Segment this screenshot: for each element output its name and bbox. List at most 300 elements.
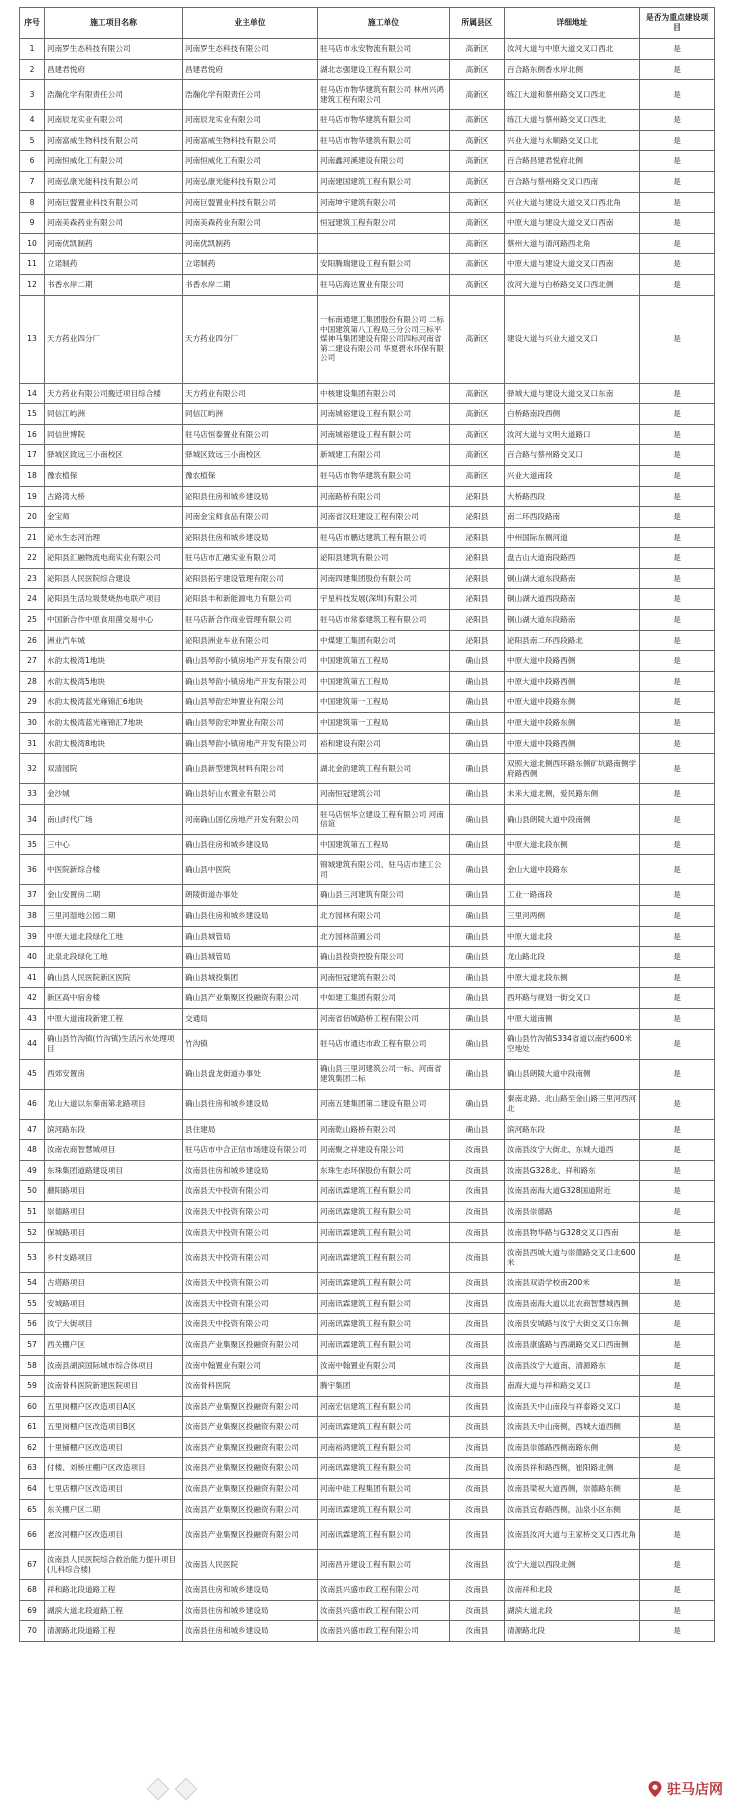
- cell-address: 汝南县西城大道与崇德路交叉口北600米: [505, 1243, 640, 1273]
- cell-contractor: 确山县投资控股有限公司: [318, 947, 450, 968]
- cell-project-name: 古路湾大桥: [45, 486, 183, 507]
- cell-index: 8: [20, 192, 45, 213]
- cell-contractor: [318, 233, 450, 254]
- table-row: [20, 988, 715, 1009]
- cell-owner: 汝南县产业集聚区投融资有限公司: [183, 1396, 318, 1417]
- cell-contractor: 驻马店市通达市政工程有限公司: [318, 1029, 450, 1059]
- cell-key-project: 是: [640, 1355, 715, 1376]
- cell-district: 汝南县: [450, 1160, 505, 1181]
- cell-key-project: 是: [640, 274, 715, 295]
- cell-key-project: 是: [640, 947, 715, 968]
- table-row: [20, 1059, 715, 1089]
- cell-contractor: 河南讯霖建筑工程有限公司: [318, 1243, 450, 1273]
- cell-owner: 确山县盘龙街道办事处: [183, 1059, 318, 1089]
- cell-address: 汝南县崇德路西侧南路东侧: [505, 1437, 640, 1458]
- cell-district: 高新区: [450, 295, 505, 383]
- cell-district: 汝南县: [450, 1520, 505, 1550]
- cell-address: 中原大道中段路西侧: [505, 733, 640, 754]
- cell-index: 1: [20, 39, 45, 60]
- cell-project-name: 河南巨盟置业科技有限公司: [45, 192, 183, 213]
- cell-contractor: 河南坤宇建筑有限公司: [318, 192, 450, 213]
- cell-key-project: 是: [640, 1376, 715, 1397]
- cell-owner: 豫农植保: [183, 465, 318, 486]
- cell-contractor: 河南讯霖建筑工程有限公司: [318, 1417, 450, 1438]
- cell-owner: 汝南骨科医院: [183, 1376, 318, 1397]
- cell-key-project: 是: [640, 1499, 715, 1520]
- cell-index: 26: [20, 630, 45, 651]
- cell-district: 确山县: [450, 1008, 505, 1029]
- cell-project-name: 祥和路北段道路工程: [45, 1580, 183, 1601]
- cell-address: 汝宁大道以西段北侧: [505, 1550, 640, 1580]
- cell-address: 双照大道北侧西环路东侧矿坑路南侧学府路西侧: [505, 754, 640, 784]
- cell-key-project: 是: [640, 80, 715, 110]
- cell-owner: 泌阳县丰和新能源电力有限公司: [183, 589, 318, 610]
- table-row: [20, 1008, 715, 1029]
- cell-district: 高新区: [450, 130, 505, 151]
- cell-project-name: 双清园院: [45, 754, 183, 784]
- cell-key-project: 是: [640, 1458, 715, 1479]
- cell-owner: 汝南中翰置业有限公司: [183, 1355, 318, 1376]
- cell-district: 汝南县: [450, 1479, 505, 1500]
- cell-address: 汝南县天中山南侧，西城大道西侧: [505, 1417, 640, 1438]
- cell-address: 盘古山大道南段路西: [505, 548, 640, 569]
- cell-key-project: 是: [640, 445, 715, 466]
- cell-index: 61: [20, 1417, 45, 1438]
- cell-project-name: 中医院新综合楼: [45, 855, 183, 885]
- cell-contractor: 驻马店市常泰建筑工程有限公司: [318, 610, 450, 631]
- cell-project-name: 古塔路项目: [45, 1273, 183, 1294]
- cell-contractor: 中国建筑第一工程局: [318, 692, 450, 713]
- project-list-sheet: [19, 7, 714, 1642]
- cell-district: 高新区: [450, 110, 505, 131]
- cell-index: 28: [20, 671, 45, 692]
- cell-owner: 河南弘康光能科技有限公司: [183, 171, 318, 192]
- cell-district: 汝南县: [450, 1293, 505, 1314]
- cell-address: 汝南县宜春路西侧，汕泉小区东侧: [505, 1499, 640, 1520]
- cell-index: 55: [20, 1293, 45, 1314]
- table-row: [20, 295, 715, 383]
- cell-project-name: 昌建君悦府: [45, 59, 183, 80]
- cell-owner: 同信江屿洲: [183, 404, 318, 425]
- cell-owner: 泌阳县拓宇建设管理有限公司: [183, 568, 318, 589]
- cell-contractor: 河南讯霖建筑工程有限公司: [318, 1293, 450, 1314]
- cell-index: 40: [20, 947, 45, 968]
- cell-index: 25: [20, 610, 45, 631]
- cell-address: 百合路与蔡州路交叉口西南: [505, 171, 640, 192]
- cell-district: 确山县: [450, 1119, 505, 1140]
- cell-district: 汝南县: [450, 1201, 505, 1222]
- footer-ornament: [175, 1778, 198, 1801]
- cell-project-name: 驿城区致远三小南校区: [45, 445, 183, 466]
- table-row: [20, 80, 715, 110]
- cell-address: 泌阳县南二环西段路北: [505, 630, 640, 651]
- cell-project-name: 水韵太极湾5地块: [45, 671, 183, 692]
- cell-contractor: 宇星科技发展(深圳)有限公司: [318, 589, 450, 610]
- cell-owner: 汝南县住房和城乡建设局: [183, 1160, 318, 1181]
- table-row: [20, 465, 715, 486]
- table-row: [20, 947, 715, 968]
- table-row: [20, 1580, 715, 1601]
- cell-index: 12: [20, 274, 45, 295]
- table-row: [20, 1458, 715, 1479]
- cell-owner: 驻马店市中合正信市场建设有限公司: [183, 1140, 318, 1161]
- cell-key-project: 是: [640, 59, 715, 80]
- cell-owner: 浩瀚化学有限责任公司: [183, 80, 318, 110]
- cell-project-name: 崇德路项目: [45, 1201, 183, 1222]
- cell-district: 汝南县: [450, 1273, 505, 1294]
- table-row: [20, 171, 715, 192]
- cell-contractor: 汝南中翰置业有限公司: [318, 1355, 450, 1376]
- table-row: [20, 1314, 715, 1335]
- cell-index: 22: [20, 548, 45, 569]
- cell-key-project: 是: [640, 713, 715, 734]
- cell-index: 31: [20, 733, 45, 754]
- table-row: [20, 1160, 715, 1181]
- cell-owner: 河南优凯制药: [183, 233, 318, 254]
- cell-address: 汝河大道与文明大道路口: [505, 424, 640, 445]
- cell-contractor: 驻马店市物华建筑有限公司 林州兴鸿建筑工程有限公司: [318, 80, 450, 110]
- cell-contractor: 河南城裕建设工程有限公司: [318, 424, 450, 445]
- cell-index: 33: [20, 784, 45, 805]
- cell-owner: 汝南县天中投资有限公司: [183, 1222, 318, 1243]
- table-row: [20, 507, 715, 528]
- table-row: [20, 1222, 715, 1243]
- cell-owner: 河南确山国亿房地产开发有限公司: [183, 804, 318, 834]
- cell-key-project: 是: [640, 589, 715, 610]
- cell-project-name: 汝南农商智慧城项目: [45, 1140, 183, 1161]
- cell-address: 汝南县祥和路西侧，崔阳路北侧: [505, 1458, 640, 1479]
- cell-address: 汝南县南海大道以北农商智慧城西侧: [505, 1293, 640, 1314]
- cell-contractor: 湖北金韵建筑工程有限公司: [318, 754, 450, 784]
- cell-index: 15: [20, 404, 45, 425]
- cell-owner: 汝南县产业集聚区投融资有限公司: [183, 1334, 318, 1355]
- cell-district: 汝南县: [450, 1580, 505, 1601]
- cell-project-name: 河南富威生物科技有限公司: [45, 130, 183, 151]
- cell-address: 汝南县汝宁大街北、东城大道西: [505, 1140, 640, 1161]
- cell-project-name: 汝宁大街项目: [45, 1314, 183, 1335]
- cell-index: 43: [20, 1008, 45, 1029]
- cell-key-project: 是: [640, 1089, 715, 1119]
- cell-owner: 汝南县住房和城乡建设局: [183, 1600, 318, 1621]
- cell-index: 46: [20, 1089, 45, 1119]
- table-row: [20, 1621, 715, 1642]
- cell-project-name: 河南罗生态科技有限公司: [45, 39, 183, 60]
- cell-key-project: 是: [640, 988, 715, 1009]
- cell-project-name: 汝南骨科医院新建医院项目: [45, 1376, 183, 1397]
- cell-key-project: 是: [640, 610, 715, 631]
- cell-owner: 汝南县天中投资有限公司: [183, 1314, 318, 1335]
- cell-index: 68: [20, 1580, 45, 1601]
- cell-key-project: 是: [640, 39, 715, 60]
- cell-address: 汝南县天中山南段与祥泰路交叉口: [505, 1396, 640, 1417]
- cell-owner: 汝南县天中投资有限公司: [183, 1293, 318, 1314]
- cell-owner: 确山县住房和城乡建设局: [183, 834, 318, 855]
- cell-key-project: 是: [640, 651, 715, 672]
- cell-contractor: 北方园林苗圃公司: [318, 926, 450, 947]
- cell-owner: 书香水岸二期: [183, 274, 318, 295]
- cell-project-name: 老汝河棚户区改造项目: [45, 1520, 183, 1550]
- cell-key-project: 是: [640, 1008, 715, 1029]
- cell-address: 汝南县崇德路: [505, 1201, 640, 1222]
- cell-key-project: 是: [640, 404, 715, 425]
- cell-index: 27: [20, 651, 45, 672]
- cell-key-project: 是: [640, 834, 715, 855]
- cell-project-name: 金沙城: [45, 784, 183, 805]
- cell-contractor: 驻马店海达置业有限公司: [318, 274, 450, 295]
- cell-index: 6: [20, 151, 45, 172]
- cell-district: 汝南县: [450, 1243, 505, 1273]
- cell-contractor: 河南省汉旺建设工程有限公司: [318, 507, 450, 528]
- cell-project-name: 书香水岸二期: [45, 274, 183, 295]
- cell-index: 7: [20, 171, 45, 192]
- cell-district: 汝南县: [450, 1417, 505, 1438]
- cell-contractor: 河南路桥有限公司: [318, 486, 450, 507]
- cell-district: 泌阳县: [450, 568, 505, 589]
- cell-key-project: 是: [640, 213, 715, 234]
- cell-key-project: 是: [640, 906, 715, 927]
- table-row: [20, 1417, 715, 1438]
- cell-project-name: 水韵太极湾8地块: [45, 733, 183, 754]
- cell-address: 汝河大道与中原大道交叉口西北: [505, 39, 640, 60]
- cell-owner: 立诺制药: [183, 254, 318, 275]
- table-row: [20, 1550, 715, 1580]
- table-row: [20, 383, 715, 404]
- table-row: [20, 733, 715, 754]
- cell-key-project: 是: [640, 110, 715, 131]
- cell-project-name: 水韵太极湾蓝光雍锦汇7地块: [45, 713, 183, 734]
- cell-address: 秦南北路、北山路至金山路三里河西河北: [505, 1089, 640, 1119]
- cell-key-project: 是: [640, 151, 715, 172]
- cell-contractor: 驻马店市物华建筑有限公司: [318, 130, 450, 151]
- header-owner: 业主单位: [183, 8, 318, 39]
- cell-project-name: 浩瀚化学有限责任公司: [45, 80, 183, 110]
- table-row: [20, 855, 715, 885]
- cell-key-project: 是: [640, 692, 715, 713]
- cell-address: 中州国际东侧河道: [505, 527, 640, 548]
- cell-project-name: 湖滨大道北段道路工程: [45, 1600, 183, 1621]
- cell-key-project: 是: [640, 967, 715, 988]
- cell-key-project: 是: [640, 171, 715, 192]
- table-row: [20, 1479, 715, 1500]
- table-row: [20, 1029, 715, 1059]
- cell-address: 中原大道中段路东侧: [505, 692, 640, 713]
- cell-district: 汝南县: [450, 1600, 505, 1621]
- cell-address: 未来大道北侧，爱民路东侧: [505, 784, 640, 805]
- cell-project-name: 中原大道南段新建工程: [45, 1008, 183, 1029]
- cell-project-name: 同信江屿洲: [45, 404, 183, 425]
- cell-key-project: 是: [640, 568, 715, 589]
- cell-district: 泌阳县: [450, 610, 505, 631]
- cell-district: 泌阳县: [450, 527, 505, 548]
- cell-address: 中原大道中段路东侧: [505, 713, 640, 734]
- cell-owner: 汝南县产业集聚区投融资有限公司: [183, 1437, 318, 1458]
- construction-projects-table: [19, 7, 715, 1642]
- table-row: [20, 445, 715, 466]
- cell-key-project: 是: [640, 295, 715, 383]
- table-row: [20, 548, 715, 569]
- table-row: [20, 610, 715, 631]
- cell-district: 确山县: [450, 692, 505, 713]
- watermark-text: 驻马店网: [667, 1782, 723, 1798]
- cell-district: 高新区: [450, 254, 505, 275]
- cell-district: 泌阳县: [450, 507, 505, 528]
- table-row: [20, 1396, 715, 1417]
- cell-address: 驿城大道与建设大道交叉口东南: [505, 383, 640, 404]
- cell-index: 62: [20, 1437, 45, 1458]
- cell-district: 确山县: [450, 1089, 505, 1119]
- cell-project-name: 泌阳县人民医院综合建设: [45, 568, 183, 589]
- cell-index: 42: [20, 988, 45, 1009]
- cell-index: 58: [20, 1355, 45, 1376]
- table-row: [20, 213, 715, 234]
- cell-project-name: 水韵太极湾1地块: [45, 651, 183, 672]
- header-key-project: 是否为重点建设项目: [640, 8, 715, 39]
- cell-index: 54: [20, 1273, 45, 1294]
- cell-address: 汝南县梁祝大道西侧，崇德路东侧: [505, 1479, 640, 1500]
- table-row: [20, 1181, 715, 1202]
- table-row: [20, 804, 715, 834]
- cell-key-project: 是: [640, 424, 715, 445]
- cell-address: 清源路北段: [505, 1621, 640, 1642]
- cell-index: 34: [20, 804, 45, 834]
- watermark-logo: [647, 1778, 723, 1800]
- cell-project-name: 清源路北段道路工程: [45, 1621, 183, 1642]
- cell-contractor: 中核建设集团有限公司: [318, 383, 450, 404]
- cell-owner: 驿城区致远三小南校区: [183, 445, 318, 466]
- cell-key-project: 是: [640, 1160, 715, 1181]
- cell-owner: 县住建局: [183, 1119, 318, 1140]
- cell-owner: 河南巨盟置业科技有限公司: [183, 192, 318, 213]
- cell-key-project: 是: [640, 233, 715, 254]
- cell-owner: 驻马店市汇融实业有限公司: [183, 548, 318, 569]
- cell-index: 45: [20, 1059, 45, 1089]
- table-row: [20, 568, 715, 589]
- cell-index: 44: [20, 1029, 45, 1059]
- table-body: [20, 39, 715, 1642]
- cell-key-project: 是: [640, 1580, 715, 1601]
- cell-contractor: 河南讯霖建筑工程有限公司: [318, 1181, 450, 1202]
- cell-district: 确山县: [450, 988, 505, 1009]
- table-row: [20, 671, 715, 692]
- cell-district: 确山县: [450, 906, 505, 927]
- cell-contractor: 河南讯霖建筑工程有限公司: [318, 1222, 450, 1243]
- cell-owner: 河南富威生物科技有限公司: [183, 130, 318, 151]
- cell-district: 汝南县: [450, 1140, 505, 1161]
- cell-index: 10: [20, 233, 45, 254]
- cell-project-name: 河南优凯制药: [45, 233, 183, 254]
- cell-key-project: 是: [640, 1621, 715, 1642]
- cell-owner: 河南辰龙实业有限公司: [183, 110, 318, 131]
- table-row: [20, 754, 715, 784]
- cell-contractor: 河南讯霖建筑工程有限公司: [318, 1334, 450, 1355]
- cell-address: 工业一路南段: [505, 885, 640, 906]
- cell-address: 白桥路南段西侧: [505, 404, 640, 425]
- cell-contractor: 汝南县兴盛市政工程有限公司: [318, 1580, 450, 1601]
- cell-contractor: 河南五建集团第二建设有限公司: [318, 1089, 450, 1119]
- cell-contractor: 汝南县兴盛市政工程有限公司: [318, 1621, 450, 1642]
- cell-project-name: 滨河路东段: [45, 1119, 183, 1140]
- cell-owner: 天方药业四分厂: [183, 295, 318, 383]
- cell-owner: 昌建君悦府: [183, 59, 318, 80]
- cell-index: 47: [20, 1119, 45, 1140]
- cell-project-name: 天方药业有限公司搬迁项目综合楼: [45, 383, 183, 404]
- cell-district: 确山县: [450, 754, 505, 784]
- table-row: [20, 589, 715, 610]
- cell-key-project: 是: [640, 1201, 715, 1222]
- table-row: [20, 130, 715, 151]
- cell-key-project: 是: [640, 507, 715, 528]
- cell-address: 确山县朗陵大道中段南侧: [505, 804, 640, 834]
- cell-key-project: 是: [640, 1119, 715, 1140]
- cell-owner: 确山县琴韵宏坤置业有限公司: [183, 692, 318, 713]
- cell-contractor: 驻马店市物华建筑有限公司: [318, 465, 450, 486]
- table-row: [20, 926, 715, 947]
- cell-address: 汝南县安城路与汝宁大街交叉口东侧: [505, 1314, 640, 1335]
- cell-index: 2: [20, 59, 45, 80]
- table-row: [20, 885, 715, 906]
- cell-contractor: 确山县三河建筑有限公司: [318, 885, 450, 906]
- cell-contractor: 汝南县兴盛市政工程有限公司: [318, 1600, 450, 1621]
- cell-contractor: 河南讯霖建筑工程有限公司: [318, 1520, 450, 1550]
- cell-address: 确山县竹沟镇S334省道以南约600米空地处: [505, 1029, 640, 1059]
- cell-key-project: 是: [640, 733, 715, 754]
- cell-address: 百合路昌建君悦府北侧: [505, 151, 640, 172]
- cell-contractor: 河南乾山路桥有限公司: [318, 1119, 450, 1140]
- cell-contractor: 东珠生态环保股份有限公司: [318, 1160, 450, 1181]
- cell-district: 高新区: [450, 233, 505, 254]
- table-row: [20, 1520, 715, 1550]
- table-row: [20, 967, 715, 988]
- table-header-row: [20, 8, 715, 39]
- cell-district: 汝南县: [450, 1437, 505, 1458]
- cell-project-name: 中国新合作中原食用菌交易中心: [45, 610, 183, 631]
- table-row: [20, 1119, 715, 1140]
- cell-district: 汝南县: [450, 1458, 505, 1479]
- cell-address: 中原大道北段: [505, 926, 640, 947]
- header-contractor: 施工单位: [318, 8, 450, 39]
- cell-project-name: 蘑阳路项目: [45, 1181, 183, 1202]
- cell-contractor: 驻马店恒华立建设工程有限公司 河南信谊: [318, 804, 450, 834]
- cell-address: 龙山路北段: [505, 947, 640, 968]
- cell-index: 13: [20, 295, 45, 383]
- cell-district: 确山县: [450, 855, 505, 885]
- cell-index: 51: [20, 1201, 45, 1222]
- cell-key-project: 是: [640, 1334, 715, 1355]
- cell-project-name: 西郊安置房: [45, 1059, 183, 1089]
- cell-index: 56: [20, 1314, 45, 1335]
- table-row: [20, 692, 715, 713]
- cell-contractor: 河南中硅工程集团有限公司: [318, 1479, 450, 1500]
- cell-contractor: 河南城裕建设工程有限公司: [318, 404, 450, 425]
- cell-address: 汝南县物华路与G328交叉口西南: [505, 1222, 640, 1243]
- table-row: [20, 59, 715, 80]
- cell-index: 9: [20, 213, 45, 234]
- cell-district: 高新区: [450, 445, 505, 466]
- cell-contractor: 中国建筑第一工程局: [318, 713, 450, 734]
- cell-contractor: 驻马店市永安物流有限公司: [318, 39, 450, 60]
- table-row: [20, 1273, 715, 1294]
- cell-index: 14: [20, 383, 45, 404]
- cell-project-name: 河南辰龙实业有限公司: [45, 110, 183, 131]
- cell-address: 汝南县汝河大道与王家桥交叉口西北角: [505, 1520, 640, 1550]
- cell-project-name: 东珠集团道路建设项目: [45, 1160, 183, 1181]
- cell-project-name: 安城路项目: [45, 1293, 183, 1314]
- cell-index: 59: [20, 1376, 45, 1397]
- cell-project-name: 天方药业四分厂: [45, 295, 183, 383]
- cell-owner: 河南金宝师食品有限公司: [183, 507, 318, 528]
- table-row: [20, 254, 715, 275]
- cell-owner: 汝南县天中投资有限公司: [183, 1201, 318, 1222]
